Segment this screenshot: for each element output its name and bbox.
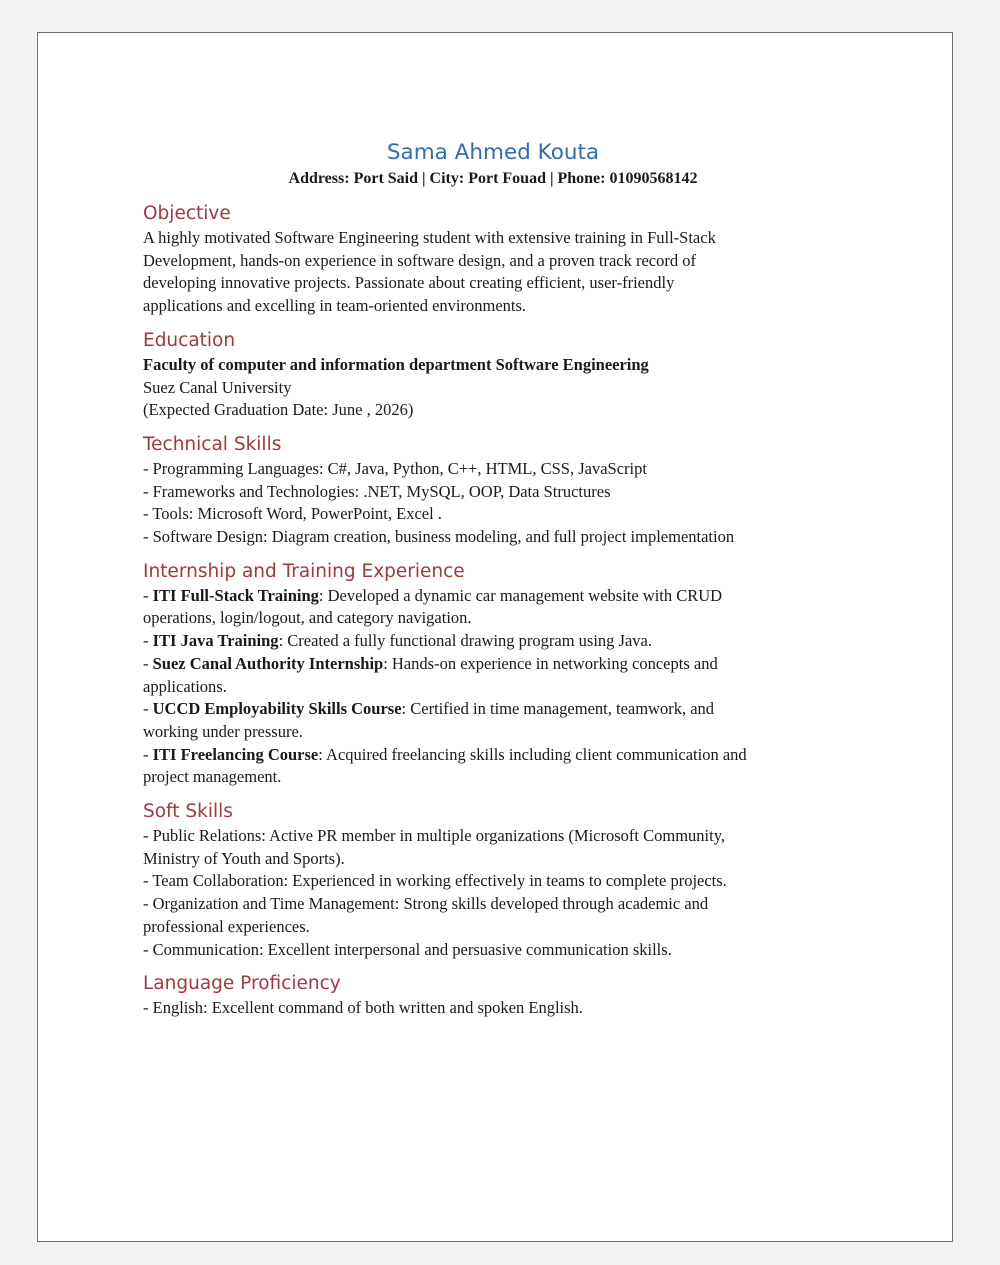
education-university: Suez Canal University [143, 377, 292, 397]
objective-line: applications and excelling in team-oriented environments. [143, 296, 527, 316]
language-heading: Language Proficiency [143, 973, 341, 995]
internship-entry [143, 630, 843, 653]
resume-content [143, 139, 843, 1020]
internship-entry [143, 698, 843, 743]
internship-description: : Certified in time management, teamwork, and [401, 699, 715, 719]
bullet-prefix: - [143, 585, 153, 605]
objective-heading: Objective [143, 203, 231, 224]
resume-page [37, 32, 953, 1242]
bullet-prefix: - [143, 653, 153, 673]
internship-description-cont: working under pressure. [143, 721, 303, 741]
internship-description: : Developed a dynamic car management website with CRUD [318, 585, 723, 605]
internship-heading: Internship and Training Experience [143, 560, 465, 582]
soft-skill-line: - Communication: Excellent interpersonal and persuasive communication skills. [143, 939, 672, 959]
technical-skill-item: - Frameworks and Technologies: .NET, MySQL, OOP, Data Structures [143, 481, 611, 501]
soft-skill-line: Ministry of Youth and Sports). [143, 848, 345, 868]
objective-line: Development, hands-on experience in software design, and a proven track record of [143, 250, 696, 270]
contact-line: Address: Port Said | City: Port Fouad | Phone: 01090568142 [288, 170, 698, 187]
internship-title: ITI Freelancing Course [152, 744, 319, 764]
internship-entry [143, 744, 843, 789]
language-line: - English: Excellent command of both written and spoken English. [143, 998, 583, 1018]
internship-title: ITI Full-Stack Training [152, 585, 319, 605]
internship-description: : Acquired freelancing skills including client communication and [318, 744, 747, 764]
candidate-name: Sama Ahmed Kouta [386, 140, 600, 165]
soft-skill-line: - Public Relations: Active PR member in multiple organizations (Microsoft Community, [143, 826, 726, 846]
soft-skills-section [143, 799, 843, 961]
soft-skill-line: - Organization and Time Management: Strong skills developed through academic and [143, 894, 709, 914]
objective-section [143, 201, 843, 318]
internship-description: : Created a fully functional drawing program using Java. [278, 631, 652, 651]
objective-line: developing innovative projects. Passionate about creating efficient, user-friendly [143, 273, 675, 293]
internship-title: UCCD Employability Skills Course [152, 699, 402, 719]
objective-line: A highly motivated Software Engineering student with extensive training in Full-Stack [143, 228, 716, 247]
education-degree: Faculty of computer and information department Software Engineering [143, 354, 649, 374]
internship-entry [143, 653, 843, 698]
internship-section [143, 559, 843, 789]
education-section [143, 328, 843, 422]
bullet-prefix: - [143, 631, 153, 651]
bullet-prefix: - [143, 699, 153, 719]
education-graduation: (Expected Graduation Date: June , 2026) [143, 400, 414, 420]
language-section [143, 971, 843, 1020]
technical-skill-item: - Programming Languages: C#, Java, Python, C++, HTML, CSS, JavaScript [143, 458, 647, 478]
technical-skills-section [143, 432, 843, 549]
internship-description-cont: applications. [143, 676, 227, 696]
internship-description-cont: operations, login/logout, and category navigation. [143, 608, 472, 628]
technical-skills-heading: Technical Skills [143, 433, 282, 455]
internship-title: Suez Canal Authority Internship [152, 653, 384, 673]
soft-skill-line: professional experiences. [143, 916, 310, 936]
technical-skill-item: - Software Design: Diagram creation, business modeling, and full project implementation [143, 527, 735, 547]
soft-skills-heading: Soft Skills [143, 801, 233, 823]
internship-description: : Hands-on experience in networking concepts and [383, 653, 718, 673]
internship-entry [143, 585, 843, 630]
soft-skill-line: - Team Collaboration: Experienced in working effectively in teams to complete projects. [143, 871, 727, 891]
bullet-prefix: - [143, 744, 153, 764]
internship-title: ITI Java Training [152, 631, 279, 651]
technical-skill-item: - Tools: Microsoft Word, PowerPoint, Excel . [143, 504, 442, 524]
internship-description-cont: project management. [143, 767, 282, 787]
objective-text [143, 227, 843, 318]
education-heading: Education [143, 329, 236, 351]
